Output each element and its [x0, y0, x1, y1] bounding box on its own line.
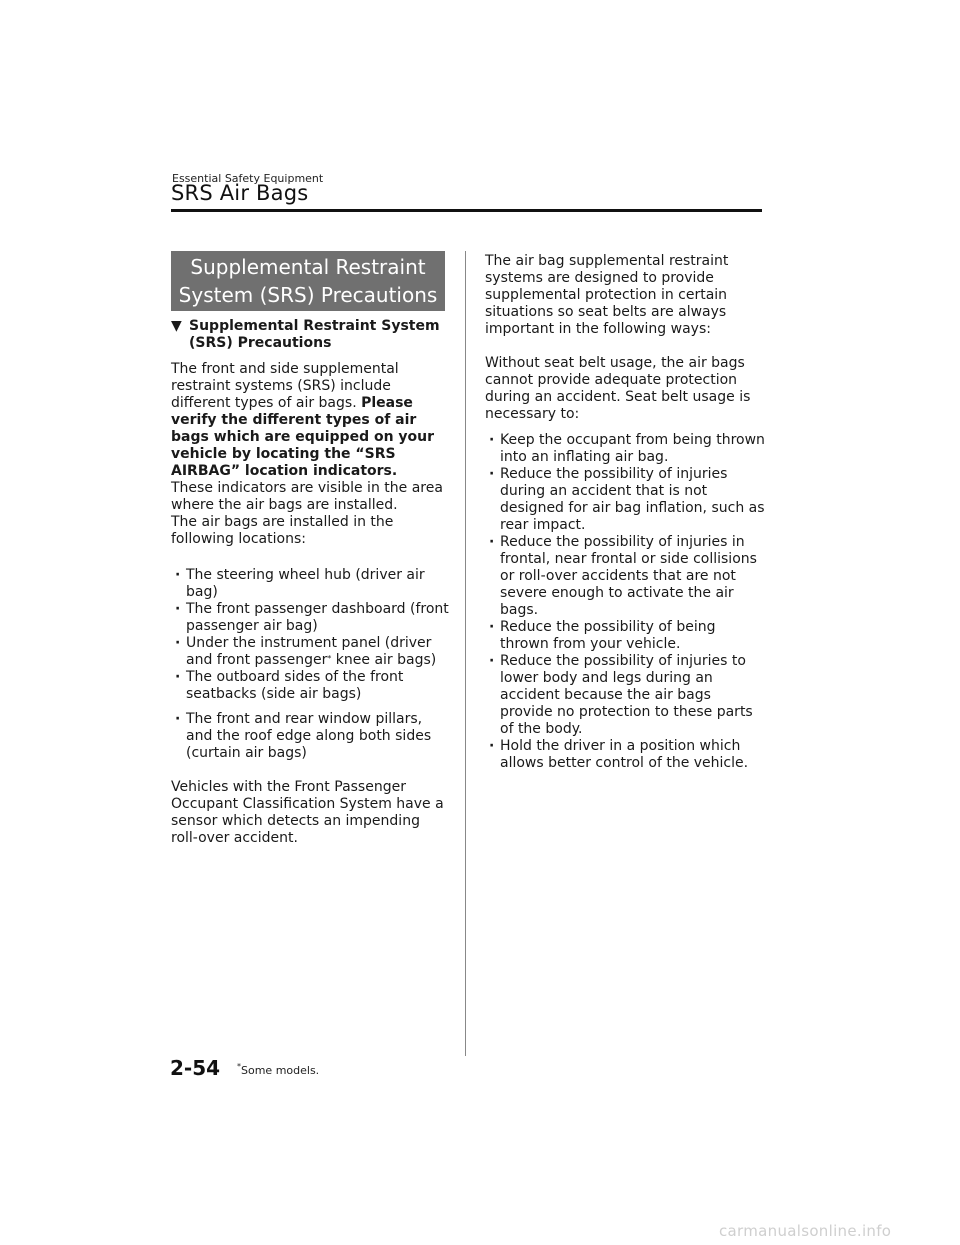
list-item: · Reduce the possibility of injuries in frontal, near frontal or side collisions or roll-over accidents that are not severe enough to activate the air bags.	[485, 534, 767, 619]
occupant-paragraph: Vehicles with the Front Passenger Occupant Classification System have a sensor which detects an impending roll-over accident.	[171, 779, 444, 846]
column-divider	[465, 251, 466, 1056]
triangle-down-icon: ▼	[171, 318, 182, 334]
list-item: · Reduce the possibility of injuries to lower body and legs during an accident because the air bags provide no protection to these parts of the body.	[485, 653, 767, 738]
right-column	[485, 253, 767, 772]
subhead-line-2: (SRS) Precautions	[189, 335, 332, 351]
list-item	[171, 635, 449, 669]
footnote	[237, 1064, 319, 1077]
list-item: · Reduce the possibility of being thrown from your vehicle.	[485, 619, 767, 653]
banner-line-2: System (SRS) Precautions	[178, 283, 438, 307]
watermark: carmanualsonline.info	[719, 1222, 892, 1240]
list-item: · Reduce the possibility of injuries during an accident that is not designed for air bag inflation, such as rear impact.	[485, 466, 767, 534]
indicator-paragraph: These indicators are visible in the area where the air bags are installed.	[171, 480, 443, 513]
seatbelt-reasons-list	[485, 432, 767, 772]
curtain-list	[171, 711, 449, 762]
header-section-label: Essential Safety Equipment	[172, 172, 324, 185]
header-rule	[171, 209, 762, 212]
list-item: · Hold the driver in a position which allows better control of the vehicle.	[485, 738, 767, 772]
intro-text: The front and side supplemental restraint systems (SRS) include different types of air bags.	[171, 361, 399, 411]
knee-text-tail: knee air bags)	[331, 652, 437, 668]
location-list	[171, 567, 449, 703]
subhead-line-1: Supplemental Restraint System	[189, 318, 440, 334]
section-banner	[171, 251, 445, 311]
list-item: · The front passenger dashboard (front passenger air bag)	[171, 601, 449, 635]
header-page-title: SRS Air Bags	[171, 181, 309, 205]
left-column	[171, 318, 449, 856]
installed-intro: The air bags are installed in the following locations:	[171, 514, 394, 547]
some-models-marker: *	[327, 654, 332, 663]
list-item: · The outboard sides of the front seatbacks (side air bags)	[171, 669, 449, 703]
footnote-marker: *	[237, 1062, 241, 1071]
footnote-text: Some models.	[241, 1064, 320, 1077]
banner-line-1: Supplemental Restraint	[190, 255, 426, 279]
seatbelt-paragraph: Without seat belt usage, the air bags cannot provide adequate protection during an accident. Seat belt usage is necessary to:	[485, 355, 751, 422]
page-number: 2-54	[170, 1056, 221, 1080]
purpose-paragraph: The air bag supplemental restraint systems are designed to provide supplemental protection in certain situations so seat belts are always important in the following ways:	[485, 253, 729, 337]
intro-bold-text: Please verify the different types of air bags which are equipped on your vehicle by locating the “SRS AIRBAG” location indicators.	[171, 395, 435, 479]
list-item: · The steering wheel hub (driver air bag)	[171, 567, 449, 601]
subsection-heading	[171, 318, 449, 352]
list-item: · The front and rear window pillars, and the roof edge along both sides (curtain air bags)	[171, 711, 449, 762]
knee-text: Under the instrument panel (driver and front passenger	[186, 635, 432, 668]
intro-paragraph	[171, 361, 449, 480]
list-item: · Keep the occupant from being thrown into an inflating air bag.	[485, 432, 767, 466]
